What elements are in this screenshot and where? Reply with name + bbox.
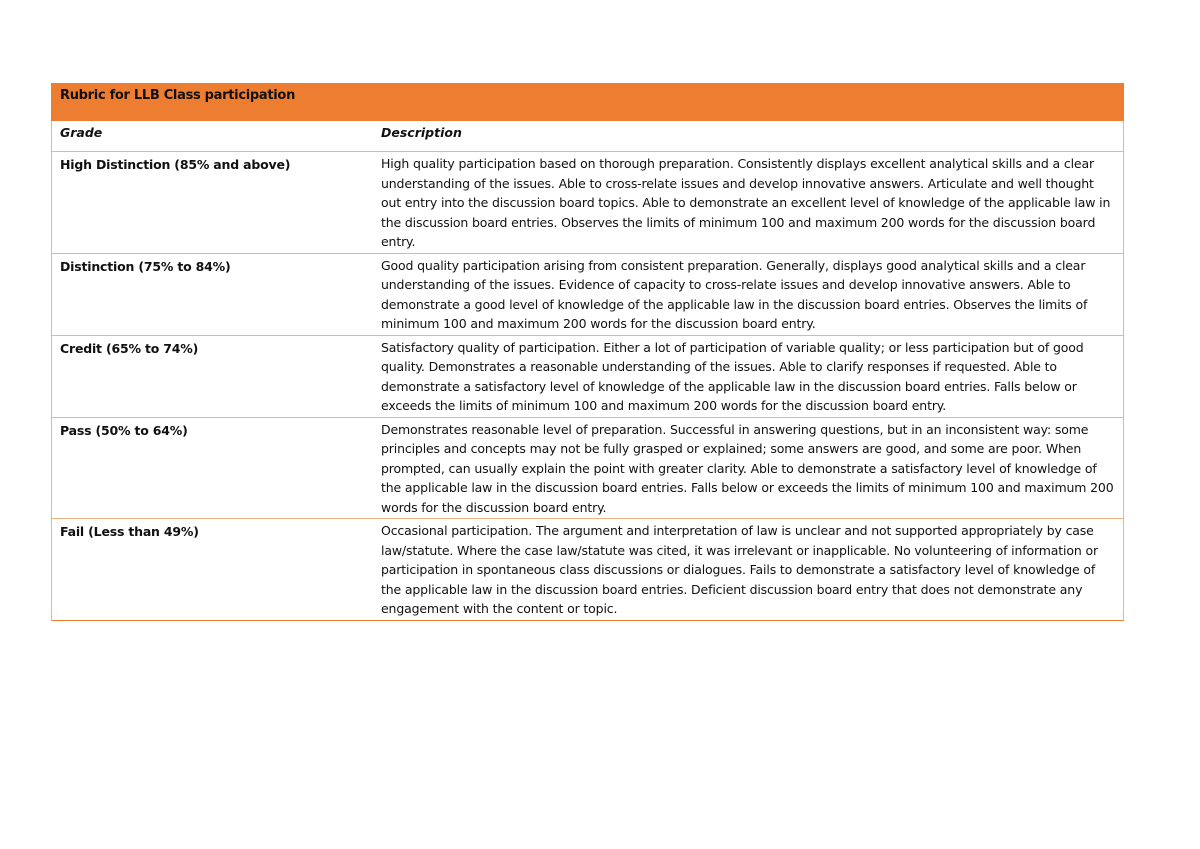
description-cell: Satisfactory quality of participation. Either a lot of participation of variable quality; or less participation but of good quality. Demonstrates a reasonable understanding of the issues. Able to clarify responses if requested. Able to demonstrate a satisfactory level of knowledge of the applicable law in the discussion board entries. Falls below or exceeds the limits of minimum 100 and maximum 200 words for the discussion board entry. [381,339,1084,413]
rubric-body [51,121,1124,621]
table-row-distinction [52,254,1123,336]
description-column-header: Description [381,125,462,140]
rubric-table [51,83,1124,621]
grade-column-header: Grade [60,125,103,140]
grade-cell: Fail (Less than 49%) [60,524,199,539]
description-cell: High quality participation based on thorough preparation. Consistently displays excellent analytical skills and a clear understanding of the issues. Able to cross-relate issues and develop innovative answers. Articulate and well thought out entry into the discussion board topics. Able to demonstrate an excellent level of knowledge of the applicable law in the discussion board entries. Observes the limits of minimum 100 and maximum 200 words for the discussion board entry. [381,156,1111,249]
grade-cell: Distinction (75% to 84%) [60,258,231,274]
description-cell: Demonstrates reasonable level of preparation. Successful in answering questions, but in an inconsistent way: some principles and concepts may not be fully grasped or explained; some answers are good, and some are poor. When prompted, can usually explain the point with greater clarity. Able to demonstrate a satisfactory level of knowledge of the applicable law in the discussion board entries. Falls below or exceeds the limits of minimum 100 and maximum 200 words for the discussion board entry. [381,421,1114,515]
table-row-pass [52,418,1123,520]
description-cell: Occasional participation. The argument and interpretation of law is unclear and not supported appropriately by case law/statute. Where the case law/statute was cited, it was irrelevant or inapplicable. No volunteering of information or participation in spontaneous class discussions or dialogues. Fails to demonstrate a satisfactory level of knowledge of the applicable law in the discussion board entries. Deficient discussion board entry that does not demonstrate any engagement with the content or topic. [381,523,1098,616]
grade-cell: High Distinction (85% and above) [60,157,291,172]
grade-cell: Credit (65% to 74%) [60,340,199,356]
header-row [52,121,1123,152]
table-row-fail [52,519,1123,620]
rubric-title: Rubric for LLB Class participation [51,83,1124,121]
table-row-credit [52,336,1123,418]
grade-cell: Pass (50% to 64%) [60,422,188,438]
table-row-high-distinction [52,152,1123,254]
description-cell: Good quality participation arising from consistent preparation. Generally, displays good analytical skills and a clear understanding of the issues. Evidence of capacity to cross-relate issues and develop innovative answers. Able to demonstrate a good level of knowledge of the applicable law in the discussion board entries. Observes the limits of minimum 100 and maximum 200 words for the discussion board entry. [381,257,1088,331]
